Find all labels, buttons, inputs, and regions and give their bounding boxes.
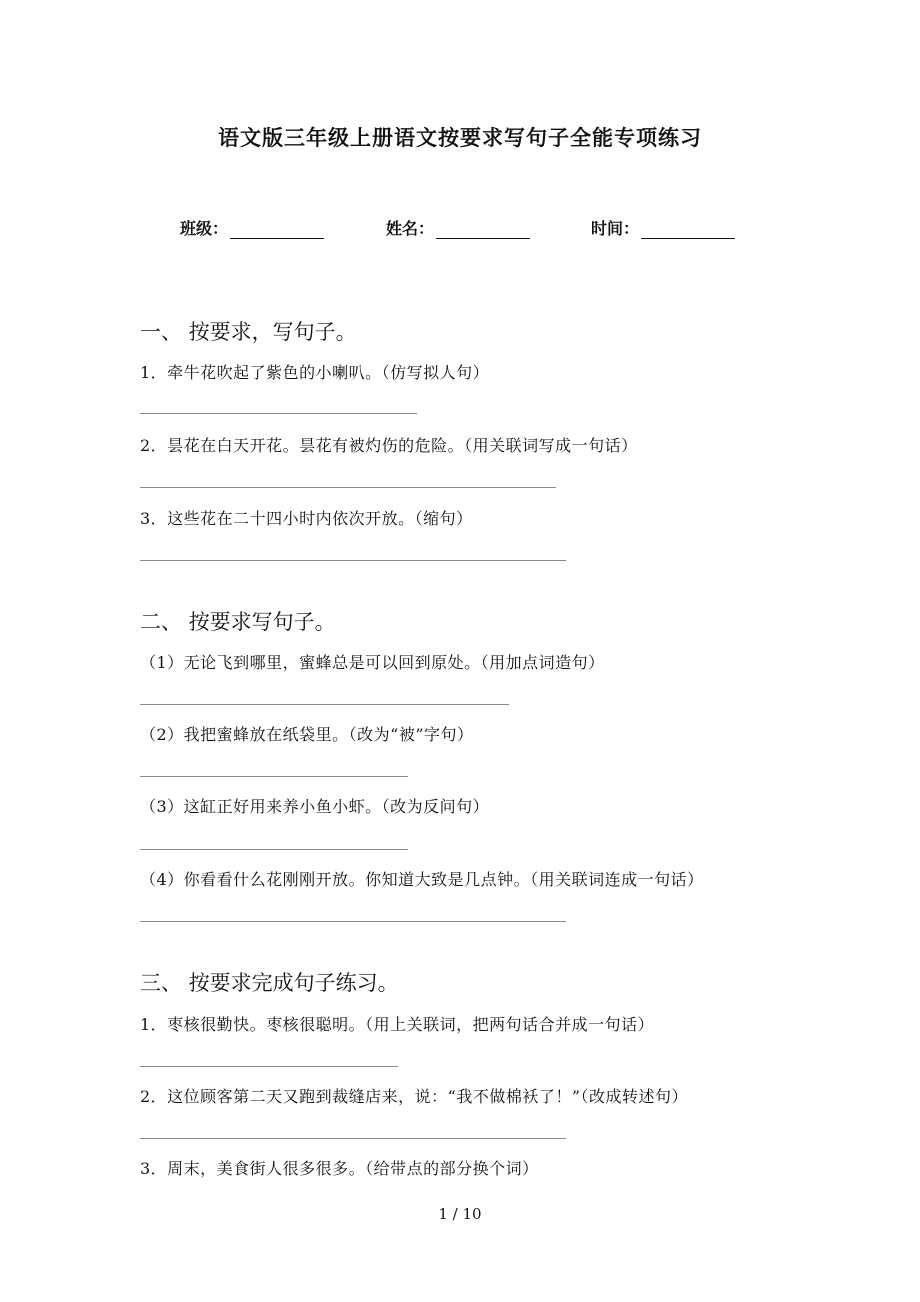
class-blank[interactable]	[230, 220, 324, 239]
time-label: 时间：	[591, 219, 640, 238]
class-label: 班级：	[180, 219, 229, 238]
question-2-4: （4）你看看什么花刚刚开放。你知道大致是几点钟。（用关联词连成一句话）	[140, 870, 704, 889]
question-1-3: 3．这些花在二十四小时内依次开放。（缩句）	[140, 509, 473, 528]
question-2-3: （3）这缸正好用来养小鱼小虾。（改为反问句）	[140, 797, 490, 816]
time-field	[591, 216, 735, 239]
question-1-1: 1．牵牛花吹起了紫色的小喇叭。（仿写拟人句）	[140, 363, 490, 382]
question-2-2: （2）我把蜜蜂放在纸袋里。（改为“被”字句）	[140, 725, 474, 744]
page-number: 1 / 10	[438, 1205, 482, 1223]
answer-line-2-4[interactable]	[140, 921, 566, 922]
answer-line-3-2[interactable]	[140, 1138, 566, 1139]
question-3-2: 2．这位顾客第二天又跑到裁缝店来，说：“我不做棉袄了！”（改成转述句）	[140, 1087, 689, 1106]
section-heading-2: 二、 按要求写句子。	[140, 610, 336, 634]
name-blank[interactable]	[436, 220, 530, 239]
answer-line-3-1[interactable]	[140, 1066, 398, 1067]
answer-line-2-1[interactable]	[140, 704, 509, 705]
name-field	[386, 216, 530, 239]
page-title: 语文版三年级上册语文按要求写句子全能专项练习	[218, 125, 702, 150]
question-1-2: 2．昙花在白天开花。昙花有被灼伤的危险。（用关联词写成一句话）	[140, 436, 638, 455]
answer-line-2-3[interactable]	[140, 849, 408, 850]
answer-line-2-2[interactable]	[140, 776, 408, 777]
section-heading-3: 三、 按要求完成句子练习。	[140, 971, 399, 995]
name-label: 姓名：	[386, 219, 435, 238]
question-3-3: 3．周末，美食街人很多很多。（给带点的部分换个词）	[140, 1159, 539, 1178]
section-heading-1: 一、 按要求，写句子。	[140, 320, 357, 344]
answer-line-1-2[interactable]	[140, 487, 556, 488]
question-2-1: （1）无论飞到哪里，蜜蜂总是可以回到原处。（用加点词造句）	[140, 653, 605, 672]
time-blank[interactable]	[641, 220, 735, 239]
answer-line-1-1[interactable]	[140, 413, 417, 414]
class-field	[180, 216, 324, 239]
question-3-1: 1．枣核很勤快。枣核很聪明。（用上关联词，把两句话合并成一句话）	[140, 1015, 655, 1034]
answer-line-1-3[interactable]	[140, 560, 566, 561]
